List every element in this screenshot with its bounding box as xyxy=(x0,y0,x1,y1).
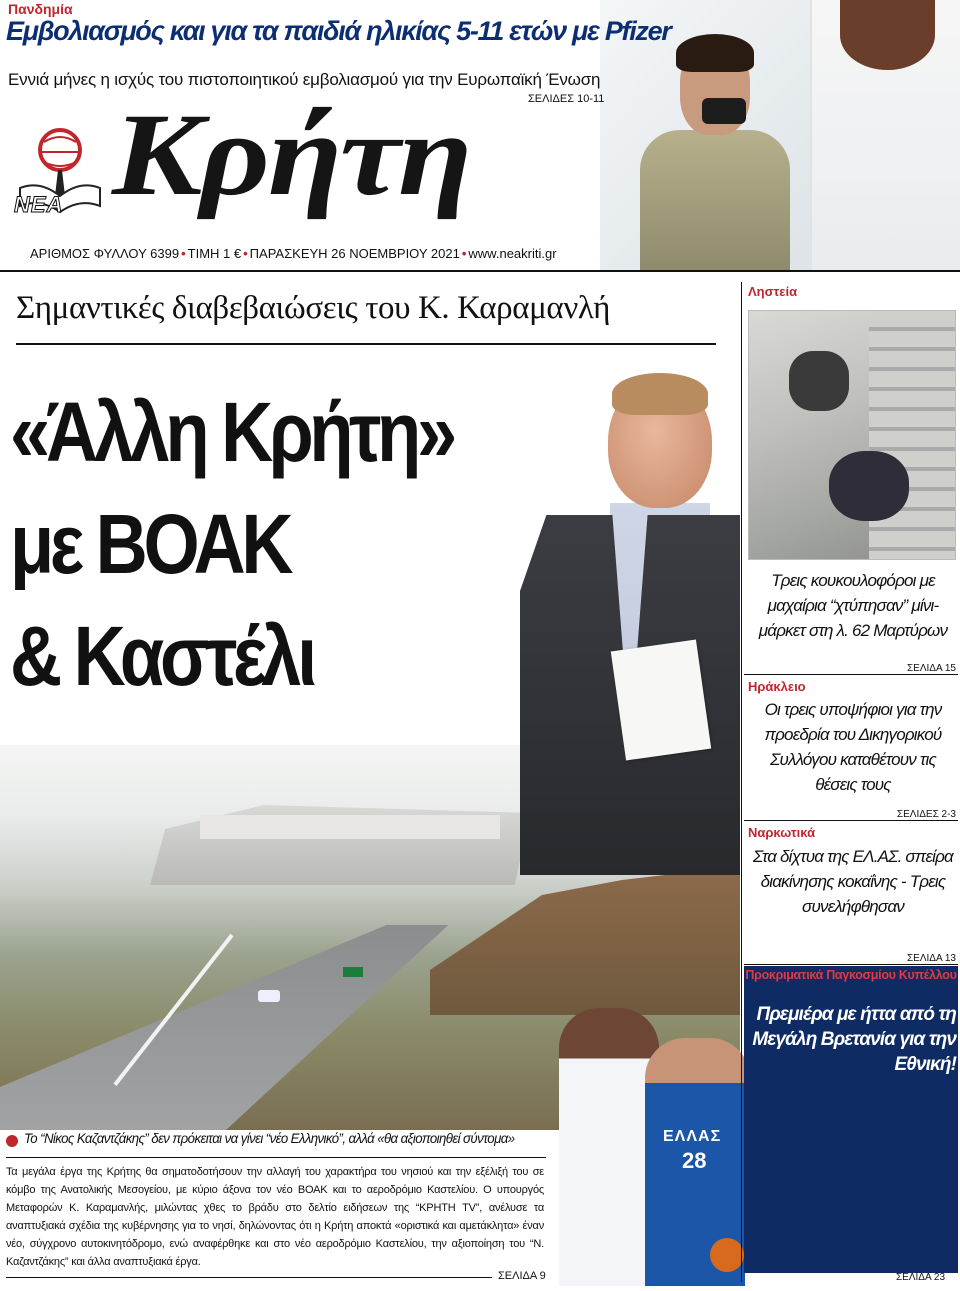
jersey-team-text: ΕΛΛΑΣ xyxy=(663,1128,722,1145)
website-link[interactable]: www.neakriti.gr xyxy=(468,246,557,261)
sidebar-page-ref: ΣΕΛΙΔΑ 15 xyxy=(906,663,956,674)
bullet-icon: • xyxy=(461,246,467,261)
logo-nea: ΝΕΑ xyxy=(14,192,64,217)
sidebar-label-robbery: Ληστεία xyxy=(748,284,798,299)
column-divider xyxy=(741,282,742,1282)
sports-page-ref: ΣΕΛΙΔΑ 23 xyxy=(896,1272,946,1283)
basketball-players-photo xyxy=(515,968,745,1286)
teaser-line[interactable]: Το “Νίκος Καζαντζάκης” δεν πρόκειται να γίνει “νέο Ελληνικό”, αλλά «θα αξιοποιηθεί σύντομα» xyxy=(24,1131,515,1146)
issue-date: ΠΑΡΑΣΚΕΥΗ 26 ΝΟΕΜΒΡΙΟΥ 2021 xyxy=(249,246,460,261)
main-story-kicker: Σημαντικές διαβεβαιώσεις του Κ. Καραμανλή xyxy=(16,290,611,326)
masthead-divider xyxy=(0,270,960,272)
sidebar-label-heraklion: Ηράκλειο xyxy=(748,679,806,694)
sports-box[interactable] xyxy=(744,966,958,1273)
issue-price: ΤΙΜΗ 1 € xyxy=(187,246,242,261)
issue-line xyxy=(30,246,557,261)
bullet-icon xyxy=(6,1135,18,1147)
headline-line: με ΒΟΑΚ xyxy=(10,497,290,591)
logo-wordmark[interactable]: Κρήτη xyxy=(112,89,471,220)
sidebar-page-ref: ΣΕΛΙΔΕΣ 2-3 xyxy=(896,809,956,820)
top-story-section-label: Πανδημία xyxy=(8,1,73,17)
bullet-icon: • xyxy=(181,246,186,261)
main-story-page-ref: ΣΕΛΙΔΑ 9 xyxy=(498,1270,546,1282)
headline-line: «Άλλη Κρήτη» xyxy=(10,385,453,479)
minister-photo xyxy=(520,365,740,875)
sidebar-page-ref: ΣΕΛΙΔΑ 13 xyxy=(906,953,956,964)
teaser-divider xyxy=(6,1157,546,1158)
bullet-icon: • xyxy=(243,246,248,261)
page-ref-divider xyxy=(6,1277,492,1278)
headline-line: & Καστέλι xyxy=(10,609,313,703)
issue-number: ΑΡΙΘΜΟΣ ΦΥΛΛΟΥ 6399 xyxy=(30,246,180,261)
top-story-page-ref: ΣΕΛΙΔΕΣ 10-11 xyxy=(528,93,605,105)
sports-label: Προκριματικά Παγκοσμίου Κυπέλλου xyxy=(745,968,957,982)
sidebar xyxy=(744,282,958,1287)
jersey-number: 28 xyxy=(682,1148,707,1173)
robbery-cctv-photo xyxy=(748,310,956,560)
sidebar-story-robbery[interactable]: Τρεις κουκουλοφόροι με μαχαίρια “χτύπησαν” μίνι-μάρκετ στη λ. 62 Μαρτύρων xyxy=(758,571,948,640)
sidebar-story-heraklion[interactable]: Οι τρεις υποψήφιοι για την προεδρία του Δικηγορικού Συλλόγου καταθέτουν τις θέσεις τους xyxy=(764,700,942,794)
sidebar-label-drugs: Ναρκωτικά xyxy=(748,825,816,840)
sports-story[interactable]: Πρεμιέρα με ήττα από τη Μεγάλη Βρετανία για την Εθνική! xyxy=(752,1004,956,1075)
kicker-divider xyxy=(16,343,716,345)
main-story-body: Τα μεγάλα έργα της Κρήτης θα σηματοδοτήσουν την αλλαγή του χαρακτήρα του νησιού και την εξέλιξή του σε κόμβο της Ανατολικής Μεσογείου, με κύριο άξονα τον νέο ΒΟΑΚ και το αεροδρόμιο Καστελίου. Ο υπουργός Μεταφορών Κ. Καραμανλής, μιλώντας χθες το βράδυ στο δελτίο ειδήσεων της “ΚΡΗΤΗ TV”, ανέλυσε τα αναπτυξιακά σχέδια της κυβέρνησης για το νησί, δηλώνοντας ότι η Κρήτη αποκτά «οριστικά και αμετάκλητα» έναν νέο, σύγχρονο αυτοκινητόδρομο, ενώ αναφέρθηκε και στο νέο αεροδρόμιο Καστελίου, την αξιοποίηση του “Ν. Καζαντζάκης” και άλλα αναπτυξιακά έργα. xyxy=(6,1166,544,1268)
top-story-title[interactable]: Εμβολιασμός και για τα παιδιά ηλικίας 5-11 ετών με Pfizer xyxy=(6,16,671,46)
top-story-subtitle: Εννιά μήνες η ισχύς του πιστοποιητικού εμβολιασμού για την Ευρωπαϊκή Ένωση xyxy=(8,70,601,89)
masthead xyxy=(0,0,960,272)
sidebar-story-drugs[interactable]: Στα δίχτυα της ΕΛ.ΑΣ. σπείρα διακίνησης κοκαΐνης - Τρεις συνελήφθησαν xyxy=(753,847,953,916)
